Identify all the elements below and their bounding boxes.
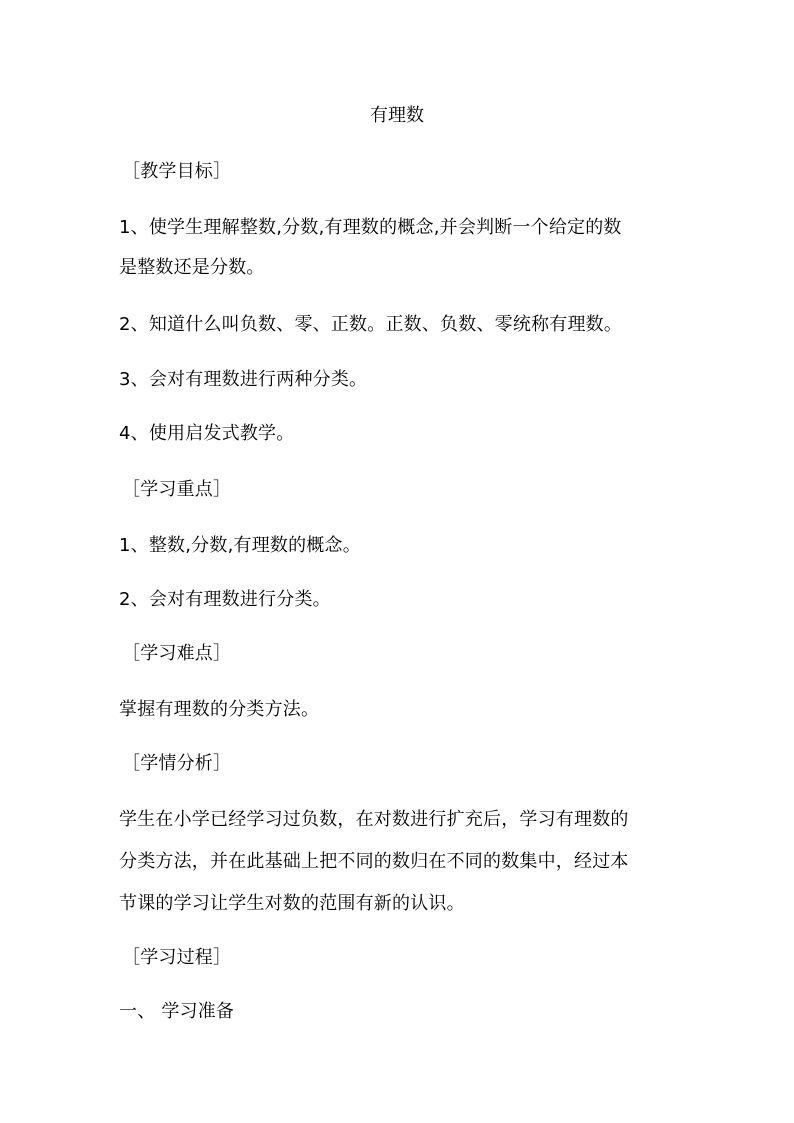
key-point-item-2: 2、会对有理数进行分类。	[119, 589, 331, 610]
analysis-line-3: 节课的学习让学生对数的范围有新的认识。	[119, 893, 465, 914]
analysis-line-1: 学生在小学已经学习过负数，在对数进行扩充后，学习有理数的	[119, 809, 629, 830]
analysis-heading: ［学情分析］	[122, 753, 232, 774]
key-point-item-1: 1、整数,分数,有理数的概念。	[119, 535, 361, 556]
analysis-line-2: 分类方法，并在此基础上把不同的数归在不同的数集中，经过本	[119, 851, 629, 872]
objective-item-1-continued: 是整数还是分数。	[119, 257, 265, 278]
objective-item-3: 3、会对有理数进行两种分类。	[119, 369, 368, 390]
page-title: 有理数	[370, 105, 424, 126]
key-points-heading: ［学习重点］	[122, 479, 232, 500]
process-heading: ［学习过程］	[122, 947, 232, 968]
objectives-heading: ［教学目标］	[122, 161, 232, 182]
objective-item-1: 1、使学生理解整数,分数,有理数的概念,并会判断一个给定的数	[119, 217, 622, 238]
objective-item-4: 4、使用启发式教学。	[119, 423, 295, 444]
step-one-heading: 一、 学习准备	[119, 1001, 235, 1022]
difficulty-text: 掌握有理数的分类方法。	[119, 699, 320, 720]
objective-item-2: 2、知道什么叫负数、零、正数。正数、负数、零统称有理数。	[119, 314, 623, 335]
difficulty-heading: ［学习难点］	[122, 643, 232, 664]
